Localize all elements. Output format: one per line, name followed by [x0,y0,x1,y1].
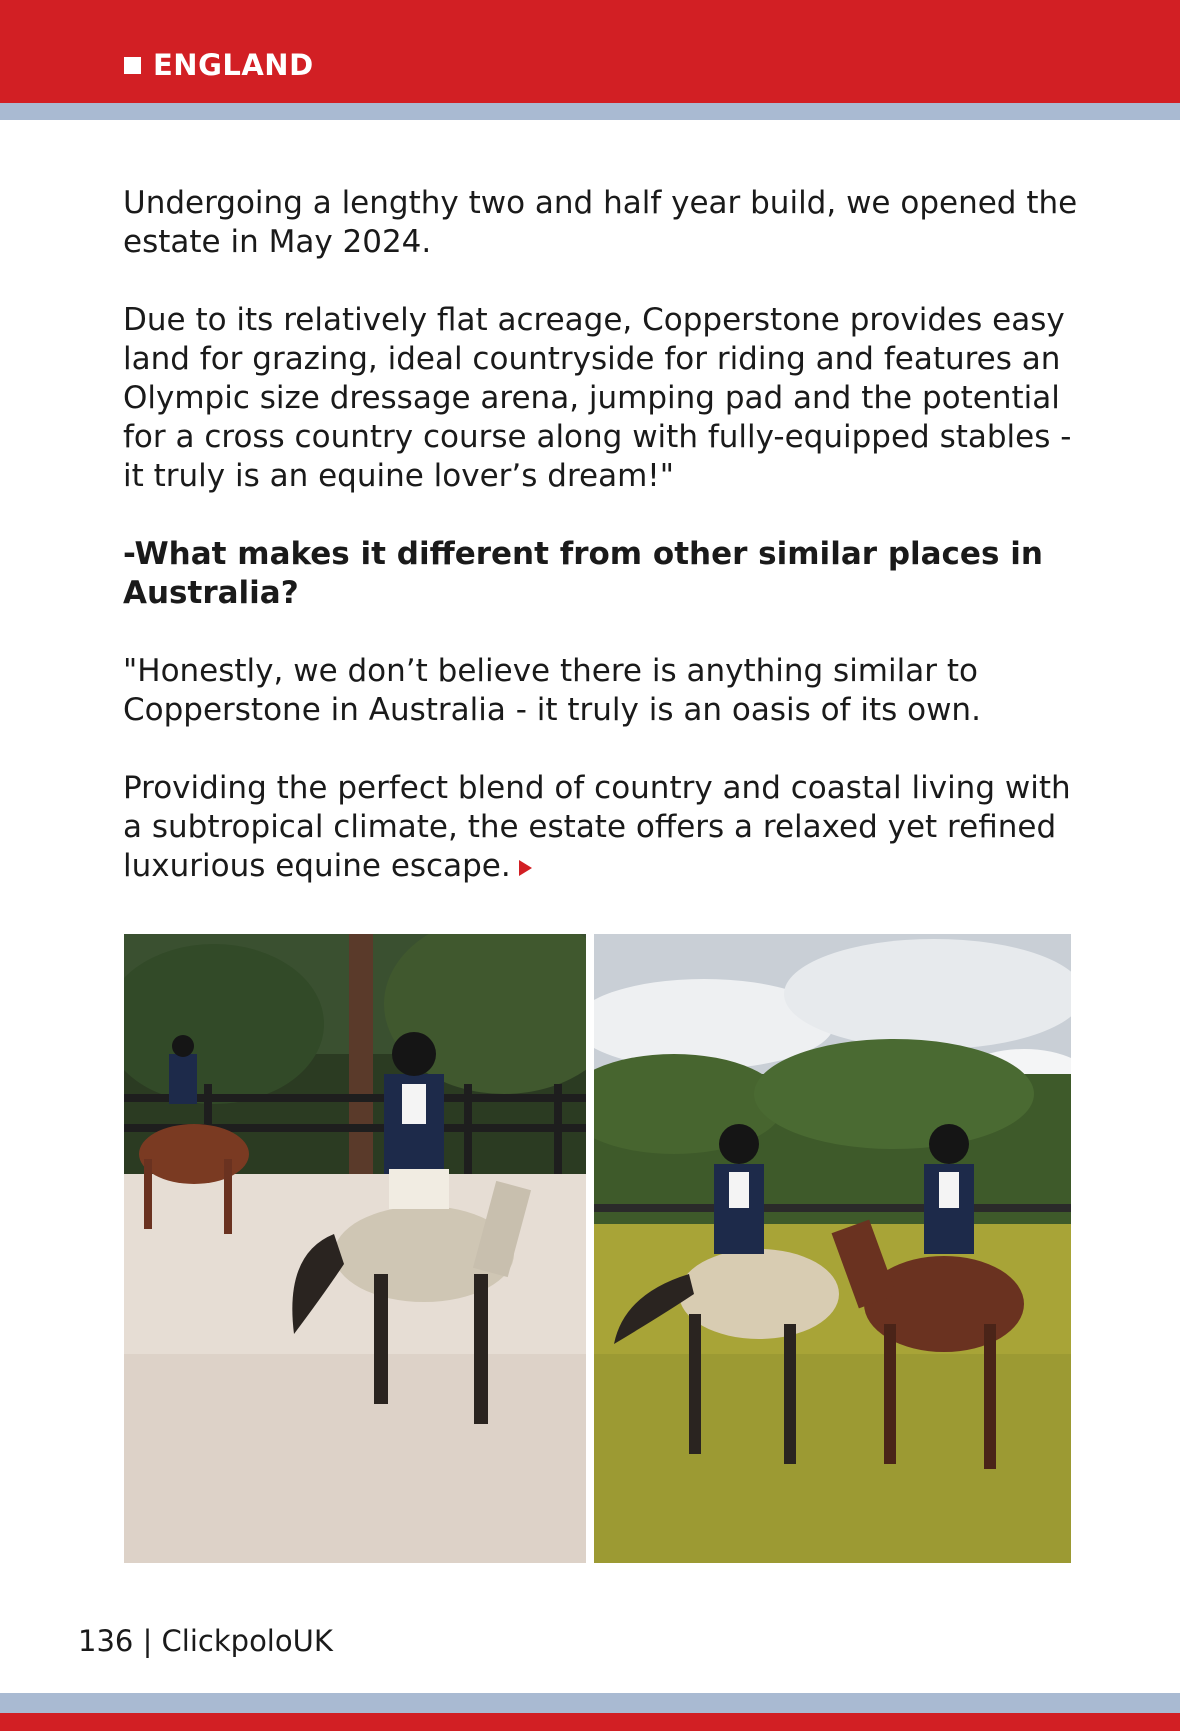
paragraph-last [123,769,1083,886]
triangle-end-icon [519,860,532,876]
photo-arena-riders [124,934,586,1563]
interview-question: -What makes it different from other similar places in Australia? [123,536,1043,611]
page-footer: 136 | ClickpoloUK [78,1624,333,1658]
footer-stripe [0,1693,1180,1713]
section-title: ENGLAND [153,48,314,82]
paragraph: Undergoing a lengthy two and half year build, we opened the estate in May 2024. [123,185,1078,260]
article-body [123,184,1083,925]
section-label [124,48,314,82]
paragraph: "Honestly, we don’t believe there is anything similar to Copperstone in Australia - it truly is an oasis of its own. [123,653,981,728]
photo-field-riders [594,934,1071,1563]
footer-bar [0,1713,1180,1731]
square-bullet-icon [124,57,141,74]
paragraph-text: Providing the perfect blend of country and coastal living with a subtropical climate, the estate offers a relaxed yet refined luxurious equine escape. [123,770,1071,884]
header-stripe [0,103,1180,120]
paragraph: Due to its relatively flat acreage, Copperstone provides easy land for grazing, ideal countryside for riding and features an Olympic size dressage arena, jumping pad and the potential for a cross country course along with fully-equipped stables - it truly is an equine lover’s dream!" [123,302,1072,494]
